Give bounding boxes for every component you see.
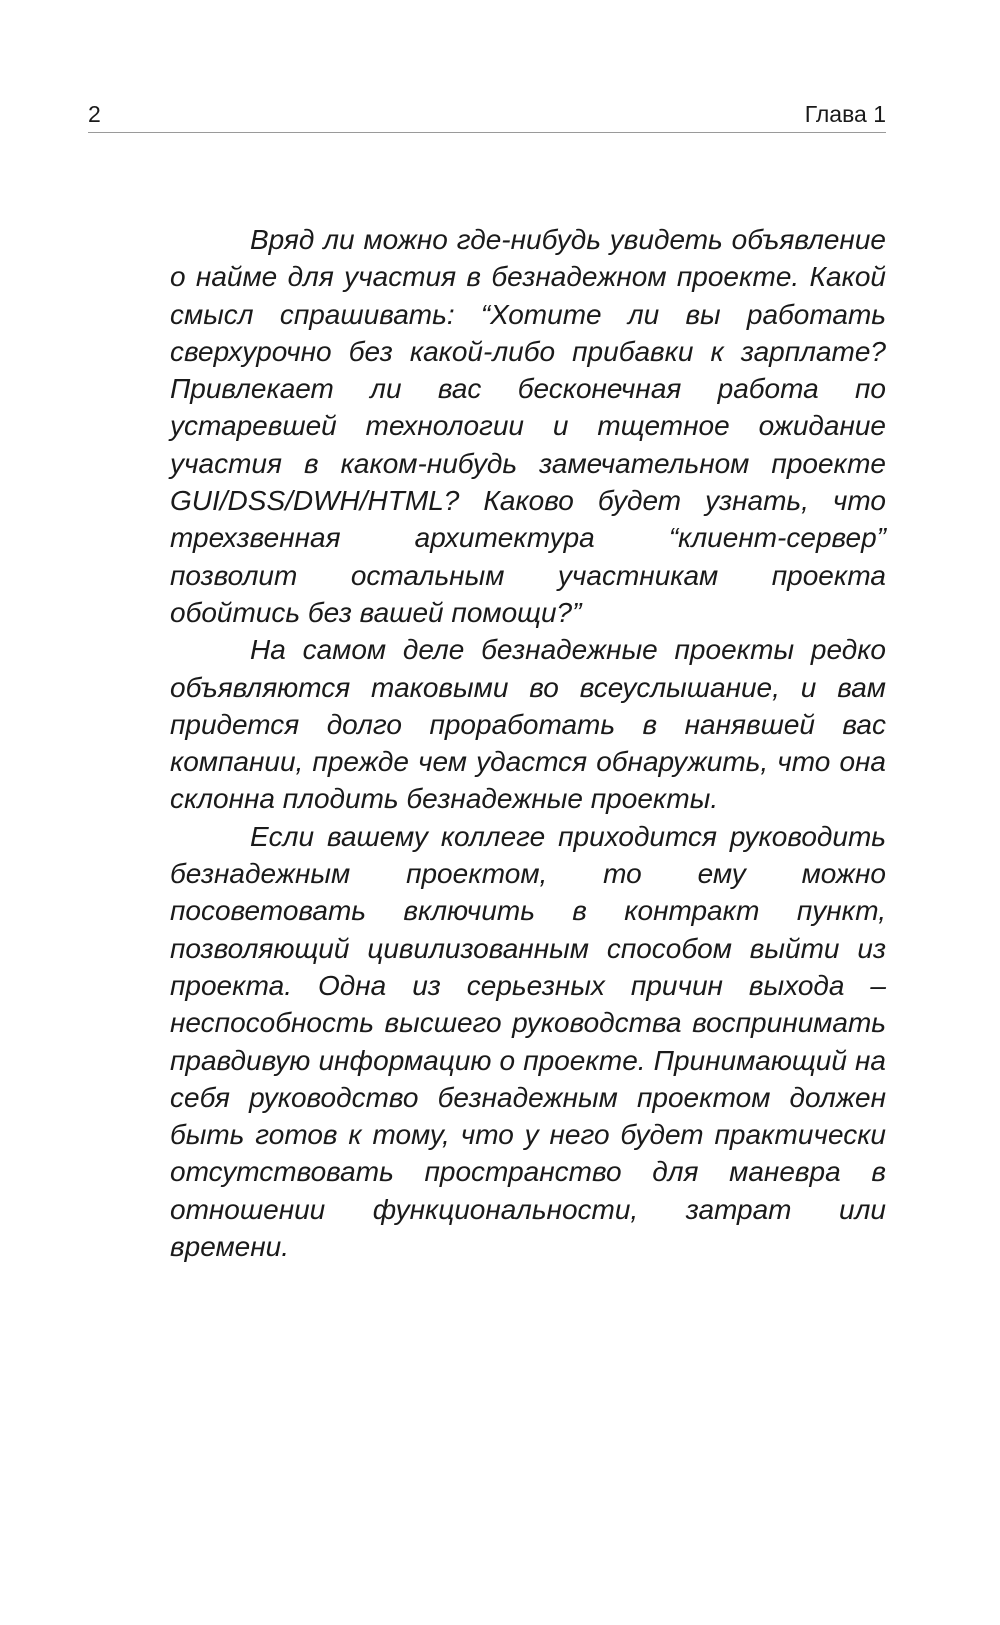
page-number: 2 (88, 101, 101, 127)
chapter-title: Глава 1 (804, 101, 886, 127)
paragraph: Вряд ли можно где-нибудь увидеть объявление о найме для участия в безнадежном проекте. Какой смысл спрашивать: “Хотите ли вы работать сверхурочно без какой-либо прибавки к зарплате? Привлекает ли вас бесконечная работа по устаревшей технологии и тщетное ожидание участия в каком-нибудь замечательном проекте GUI/DSS/DWH/HTML? Каково будет узнать, что трехзвенная архитектура “клиент-сервер” позволит остальным участникам проекта обойтись без вашей помощи?” (170, 224, 886, 628)
page-header (88, 96, 886, 133)
paragraph: Если вашему коллеге приходится руководить безнадежным проектом, то ему можно посоветовать включить в контракт пункт, позволяющий цивилизованным способом выйти из проекта. Одна из серьезных причин выхода – неспособность высшего руководства воспринимать правдивую информацию о проекте. Принимающий на себя руководство безнадежным проектом должен быть готов к тому, что у него будет практически отсутствовать пространство для маневра в отношении функциональности, затрат или времени. (170, 820, 886, 1263)
paragraph: На самом деле безнадежные проекты редко объявляются таковыми во всеуслышание, и вам придется долго проработать в нанявшей вас компании, прежде чем удастся обнаружить, что она склонна плодить безнадежные проекты. (170, 634, 886, 815)
body-text (170, 221, 886, 1265)
